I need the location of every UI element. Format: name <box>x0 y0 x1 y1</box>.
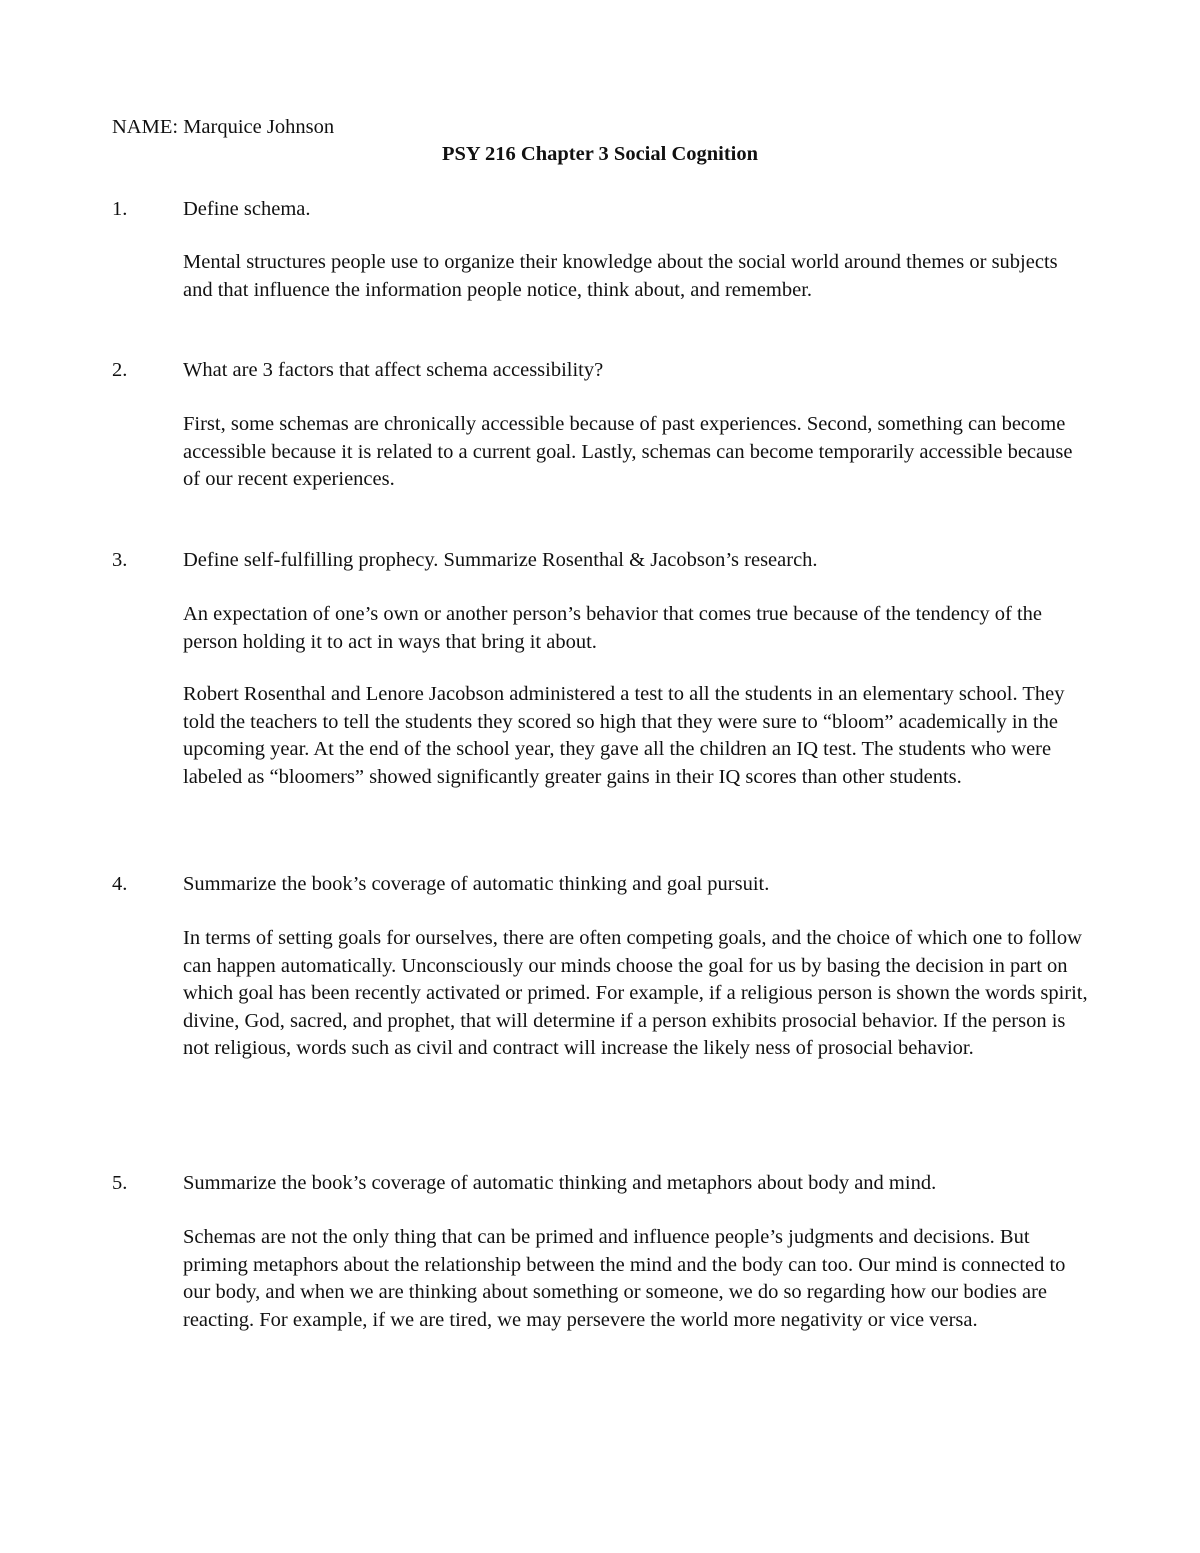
question-prompt: Summarize the book’s coverage of automatic thinking and goal pursuit. <box>183 873 770 895</box>
question-number: 5. <box>112 1172 128 1194</box>
student-name: Marquice Johnson <box>183 116 335 138</box>
answer-paragraph: An expectation of one’s own or another person’s behavior that comes true because of the tendency of the person holding it to act in ways that bring it about. <box>183 603 1042 653</box>
question-prompt: Define schema. <box>183 198 311 220</box>
question-number: 1. <box>112 198 128 220</box>
answer-paragraph: Mental structures people use to organize their knowledge about the social world around themes or subjects and that influence the information people notice, think about, and remember. <box>183 251 1058 301</box>
answer-paragraph: In terms of setting goals for ourselves, there are often competing goals, and the choice of which one to follow can happen automatically. Unconsciously our minds choose the goal for us by basing the decision in part on which goal has been recently activated or primed. For example, if a religious person is shown the words spirit, divine, God, sacred, and prophet, that will determine if a person exhibits prosocial behavior. If the person is not religious, words such as civil and contract will increase the likely ness of prosocial behavior. <box>183 927 1088 1059</box>
name-line <box>112 114 334 141</box>
answer-paragraph: Robert Rosenthal and Lenore Jacobson administered a test to all the students in an elementary school. They told the teachers to tell the students they scored so high that they were sure to “bloom” academically in the upcoming year. At the end of the school year, they gave all the children an IQ test. The students who were labeled as “bloomers” showed significantly greater gains in their IQ scores than other students. <box>183 683 1065 788</box>
question-number: 4. <box>112 873 128 895</box>
answer-paragraph: First, some schemas are chronically accessible because of past experiences. Second, something can become accessible because it is related to a current goal. Lastly, schemas can become temporarily accessible because of our recent experiences. <box>183 413 1073 490</box>
question-prompt: Define self-fulfilling prophecy. Summarize Rosenthal & Jacobson’s research. <box>183 549 818 571</box>
answer-paragraph: Schemas are not the only thing that can be primed and influence people’s judgments and decisions. But priming metaphors about the relationship between the mind and the body can too. Our mind is connected to our body, and when we are thinking about something or someone, we do so regarding how our bodies are reacting. For example, if we are tired, we may persevere the world more negativity or vice versa. <box>183 1226 1066 1331</box>
question-prompt: What are 3 factors that affect schema accessibility? <box>183 359 604 381</box>
question-prompt: Summarize the book’s coverage of automatic thinking and metaphors about body and mind. <box>183 1172 937 1194</box>
document-title: PSY 216 Chapter 3 Social Cognition <box>441 143 759 165</box>
question-number: 3. <box>112 549 128 571</box>
question-number: 2. <box>112 359 128 381</box>
name-label: NAME: <box>112 116 179 138</box>
